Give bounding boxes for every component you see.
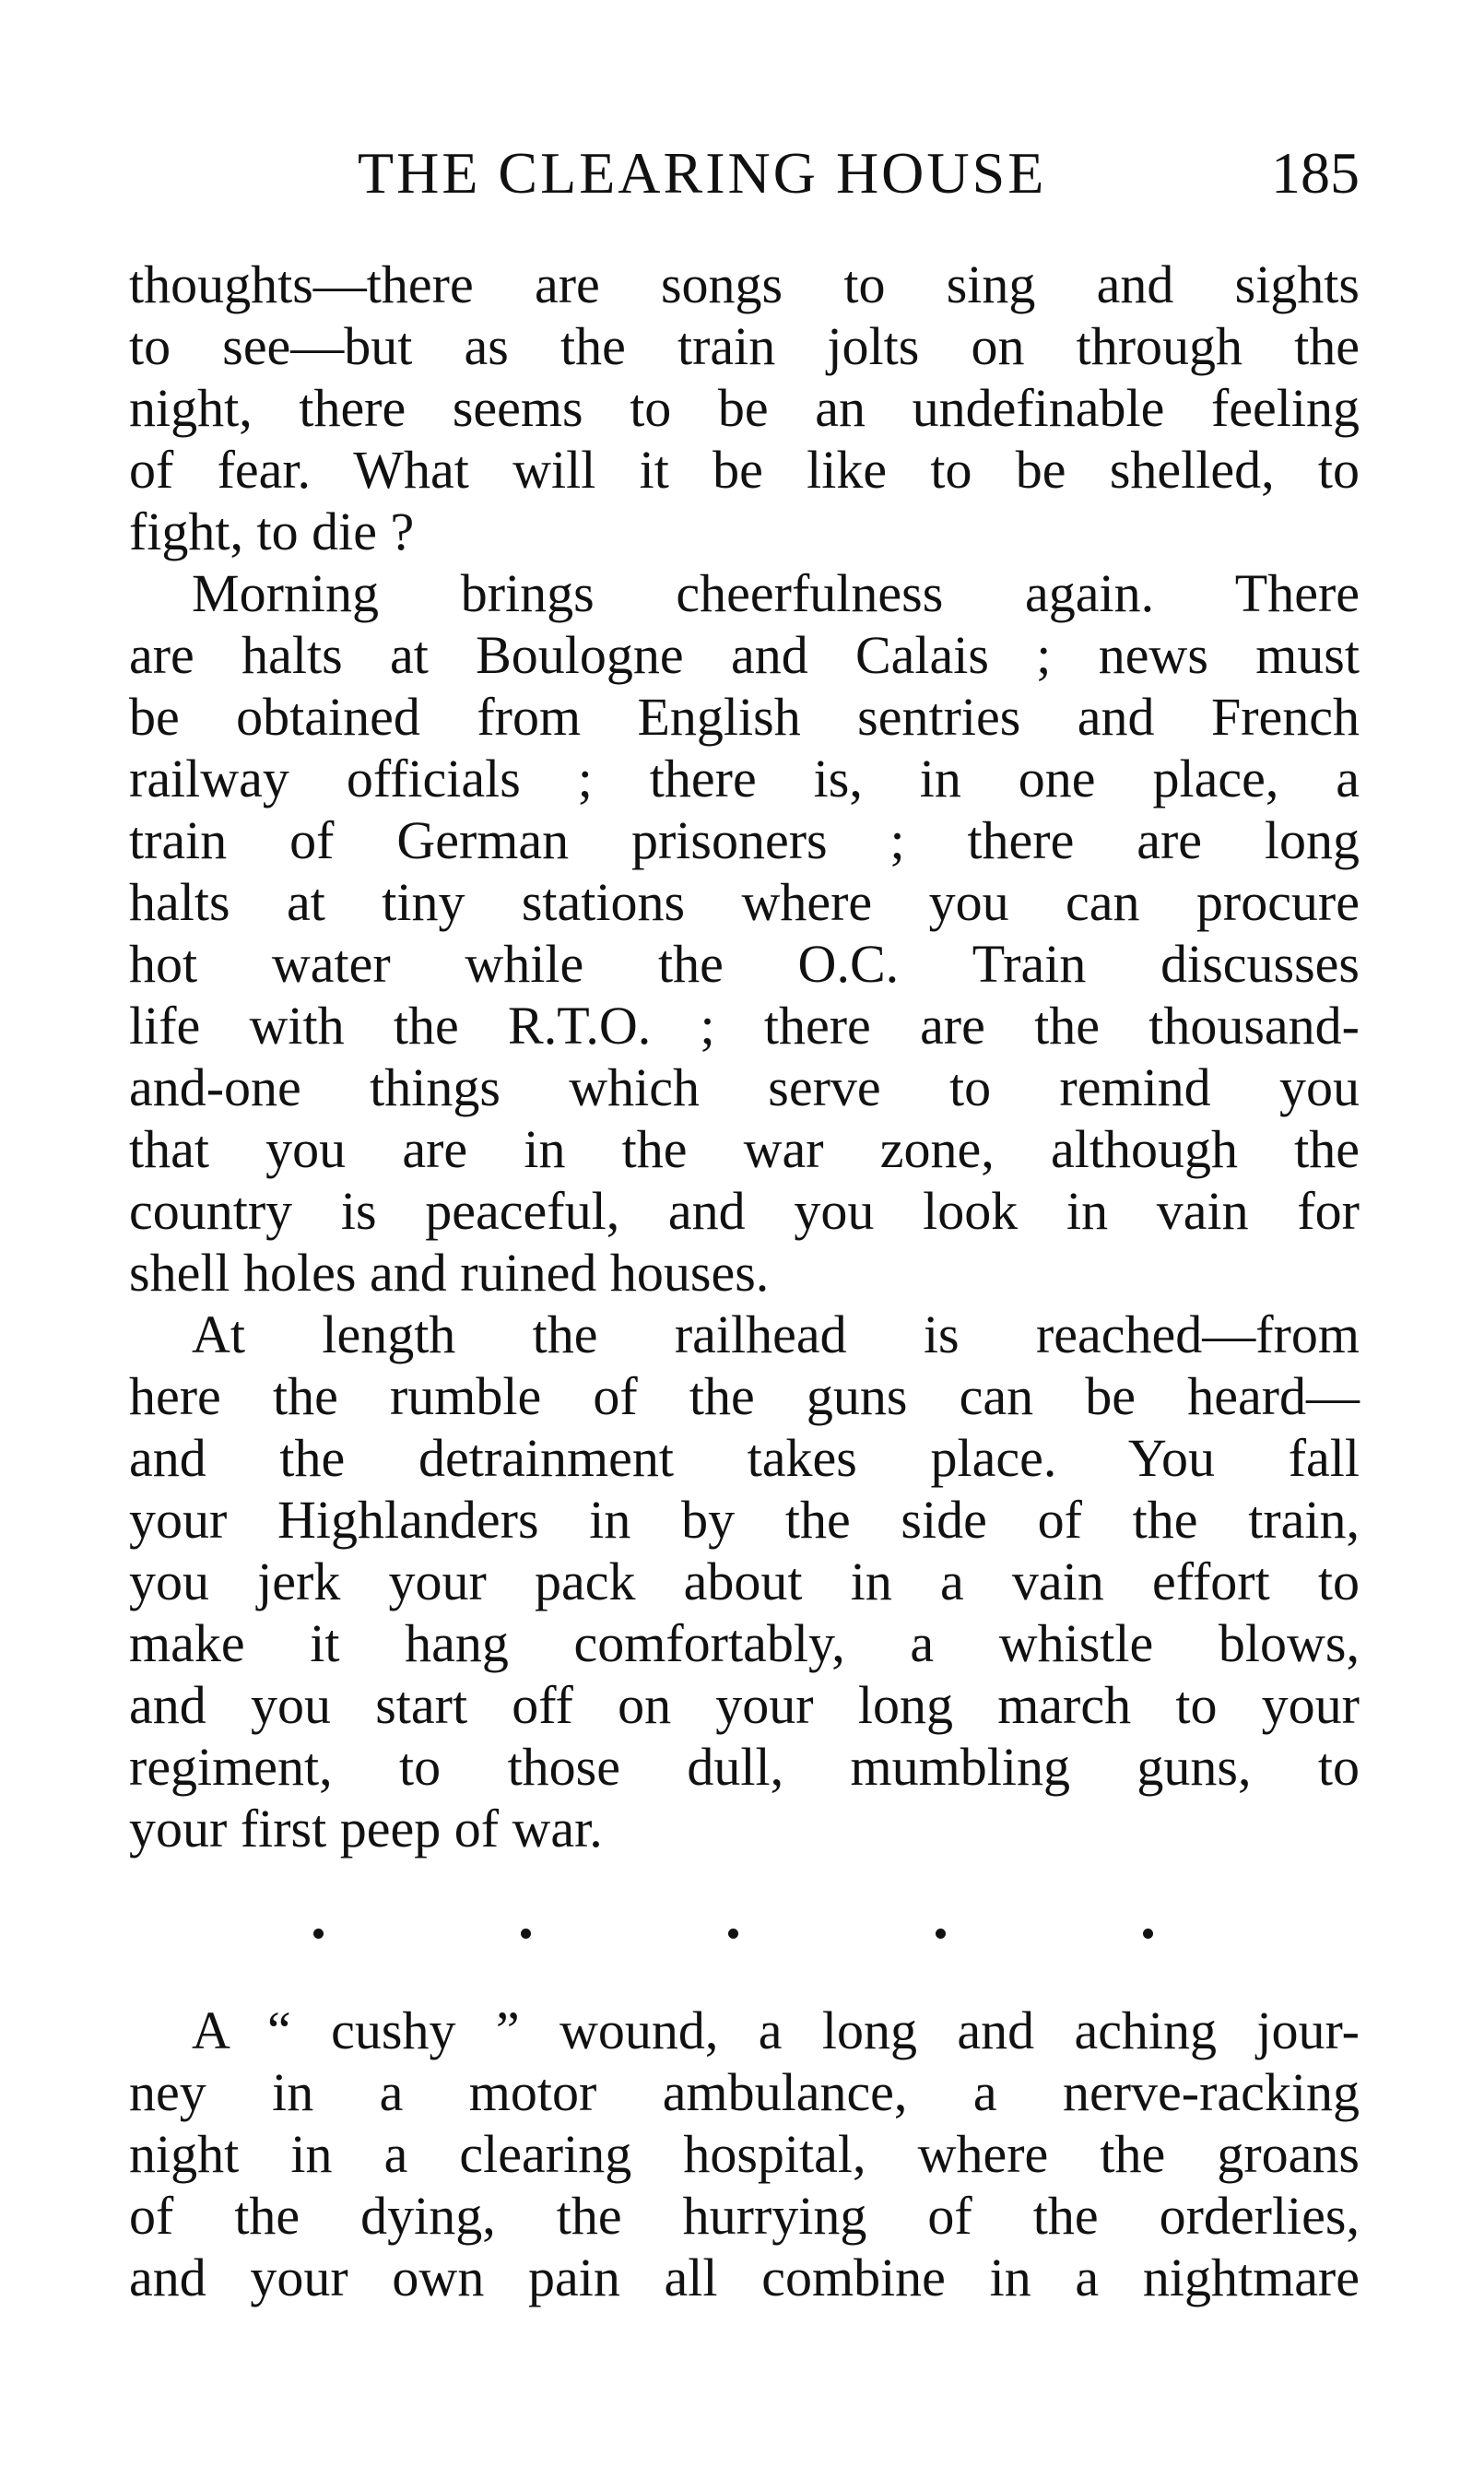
paragraph-4 (129, 2000, 1360, 2308)
text-line: here the rumble of the guns can be heard— (129, 1366, 1360, 1426)
text-line: fight, to die ? (129, 502, 415, 561)
paragraph-3 (129, 1304, 1360, 1859)
text-line: hot water while the O.C. Train discusses (129, 934, 1360, 994)
text-line: your Highlanders in by the side of the train, (129, 1490, 1360, 1550)
text-line: ney in a motor ambulance, a nerve-racking (129, 2062, 1360, 2122)
section-break-dots (277, 1919, 1198, 1956)
text-line: thoughts—there are songs to sing and sights (129, 254, 1360, 314)
text-line: halts at tiny stations where you can procure (129, 872, 1360, 932)
text-line: are halts at Boulogne and Calais ; news must (129, 625, 1360, 685)
ornament-dot (936, 1929, 946, 1939)
text-line: to see—but as the train jolts on through the (129, 316, 1360, 376)
paragraph-1 (129, 254, 1360, 562)
text-line: that you are in the war zone, although the (129, 1119, 1360, 1179)
running-title: THE CLEARING HOUSE (358, 140, 1047, 206)
ornament-dot (521, 1929, 531, 1939)
text-line: and your own pain all combine in a nightmare (129, 2248, 1360, 2307)
text-line: of fear. What will it be like to be shelled, to (129, 440, 1360, 500)
text-line: and-one things which serve to remind you (129, 1057, 1360, 1117)
text-line: shell holes and ruined houses. (129, 1243, 770, 1303)
text-line: railway officials ; there is, in one place, a (129, 749, 1360, 808)
text-line: make it hang comfortably, a whistle blows, (129, 1613, 1360, 1673)
text-line: night in a clearing hospital, where the groans (129, 2124, 1360, 2184)
text-line: night, there seems to be an undefinable feeling (129, 378, 1360, 438)
text-line: of the dying, the hurrying of the orderlies, (129, 2186, 1360, 2246)
text-line: At length the railhead is reached—from (192, 1304, 1360, 1364)
ornament-dot (313, 1929, 324, 1939)
text-line: train of German prisoners ; there are long (129, 810, 1360, 870)
text-line: and the detrainment takes place. You fall (129, 1428, 1360, 1488)
ornament-dot (1143, 1929, 1153, 1939)
ornament-dot (728, 1929, 738, 1939)
text-line: be obtained from English sentries and French (129, 687, 1360, 747)
text-line: A “ cushy ” wound, a long and aching jour- (192, 2000, 1360, 2060)
text-line: regiment, to those dull, mumbling guns, to (129, 1737, 1360, 1797)
text-line: your first peep of war. (129, 1799, 603, 1858)
body-text (129, 254, 1360, 1859)
text-line: Morning brings cheerfulness again. There (192, 563, 1360, 623)
text-line: country is peaceful, and you look in vain for (129, 1181, 1360, 1241)
text-line: you jerk your pack about in a vain effort to (129, 1552, 1360, 1611)
page-number: 185 (1271, 140, 1360, 206)
paragraph-2 (129, 562, 1360, 1304)
text-line: life with the R.T.O. ; there are the thousand- (129, 996, 1360, 1056)
page-header (129, 136, 1360, 210)
text-line: and you start off on your long march to your (129, 1675, 1360, 1735)
